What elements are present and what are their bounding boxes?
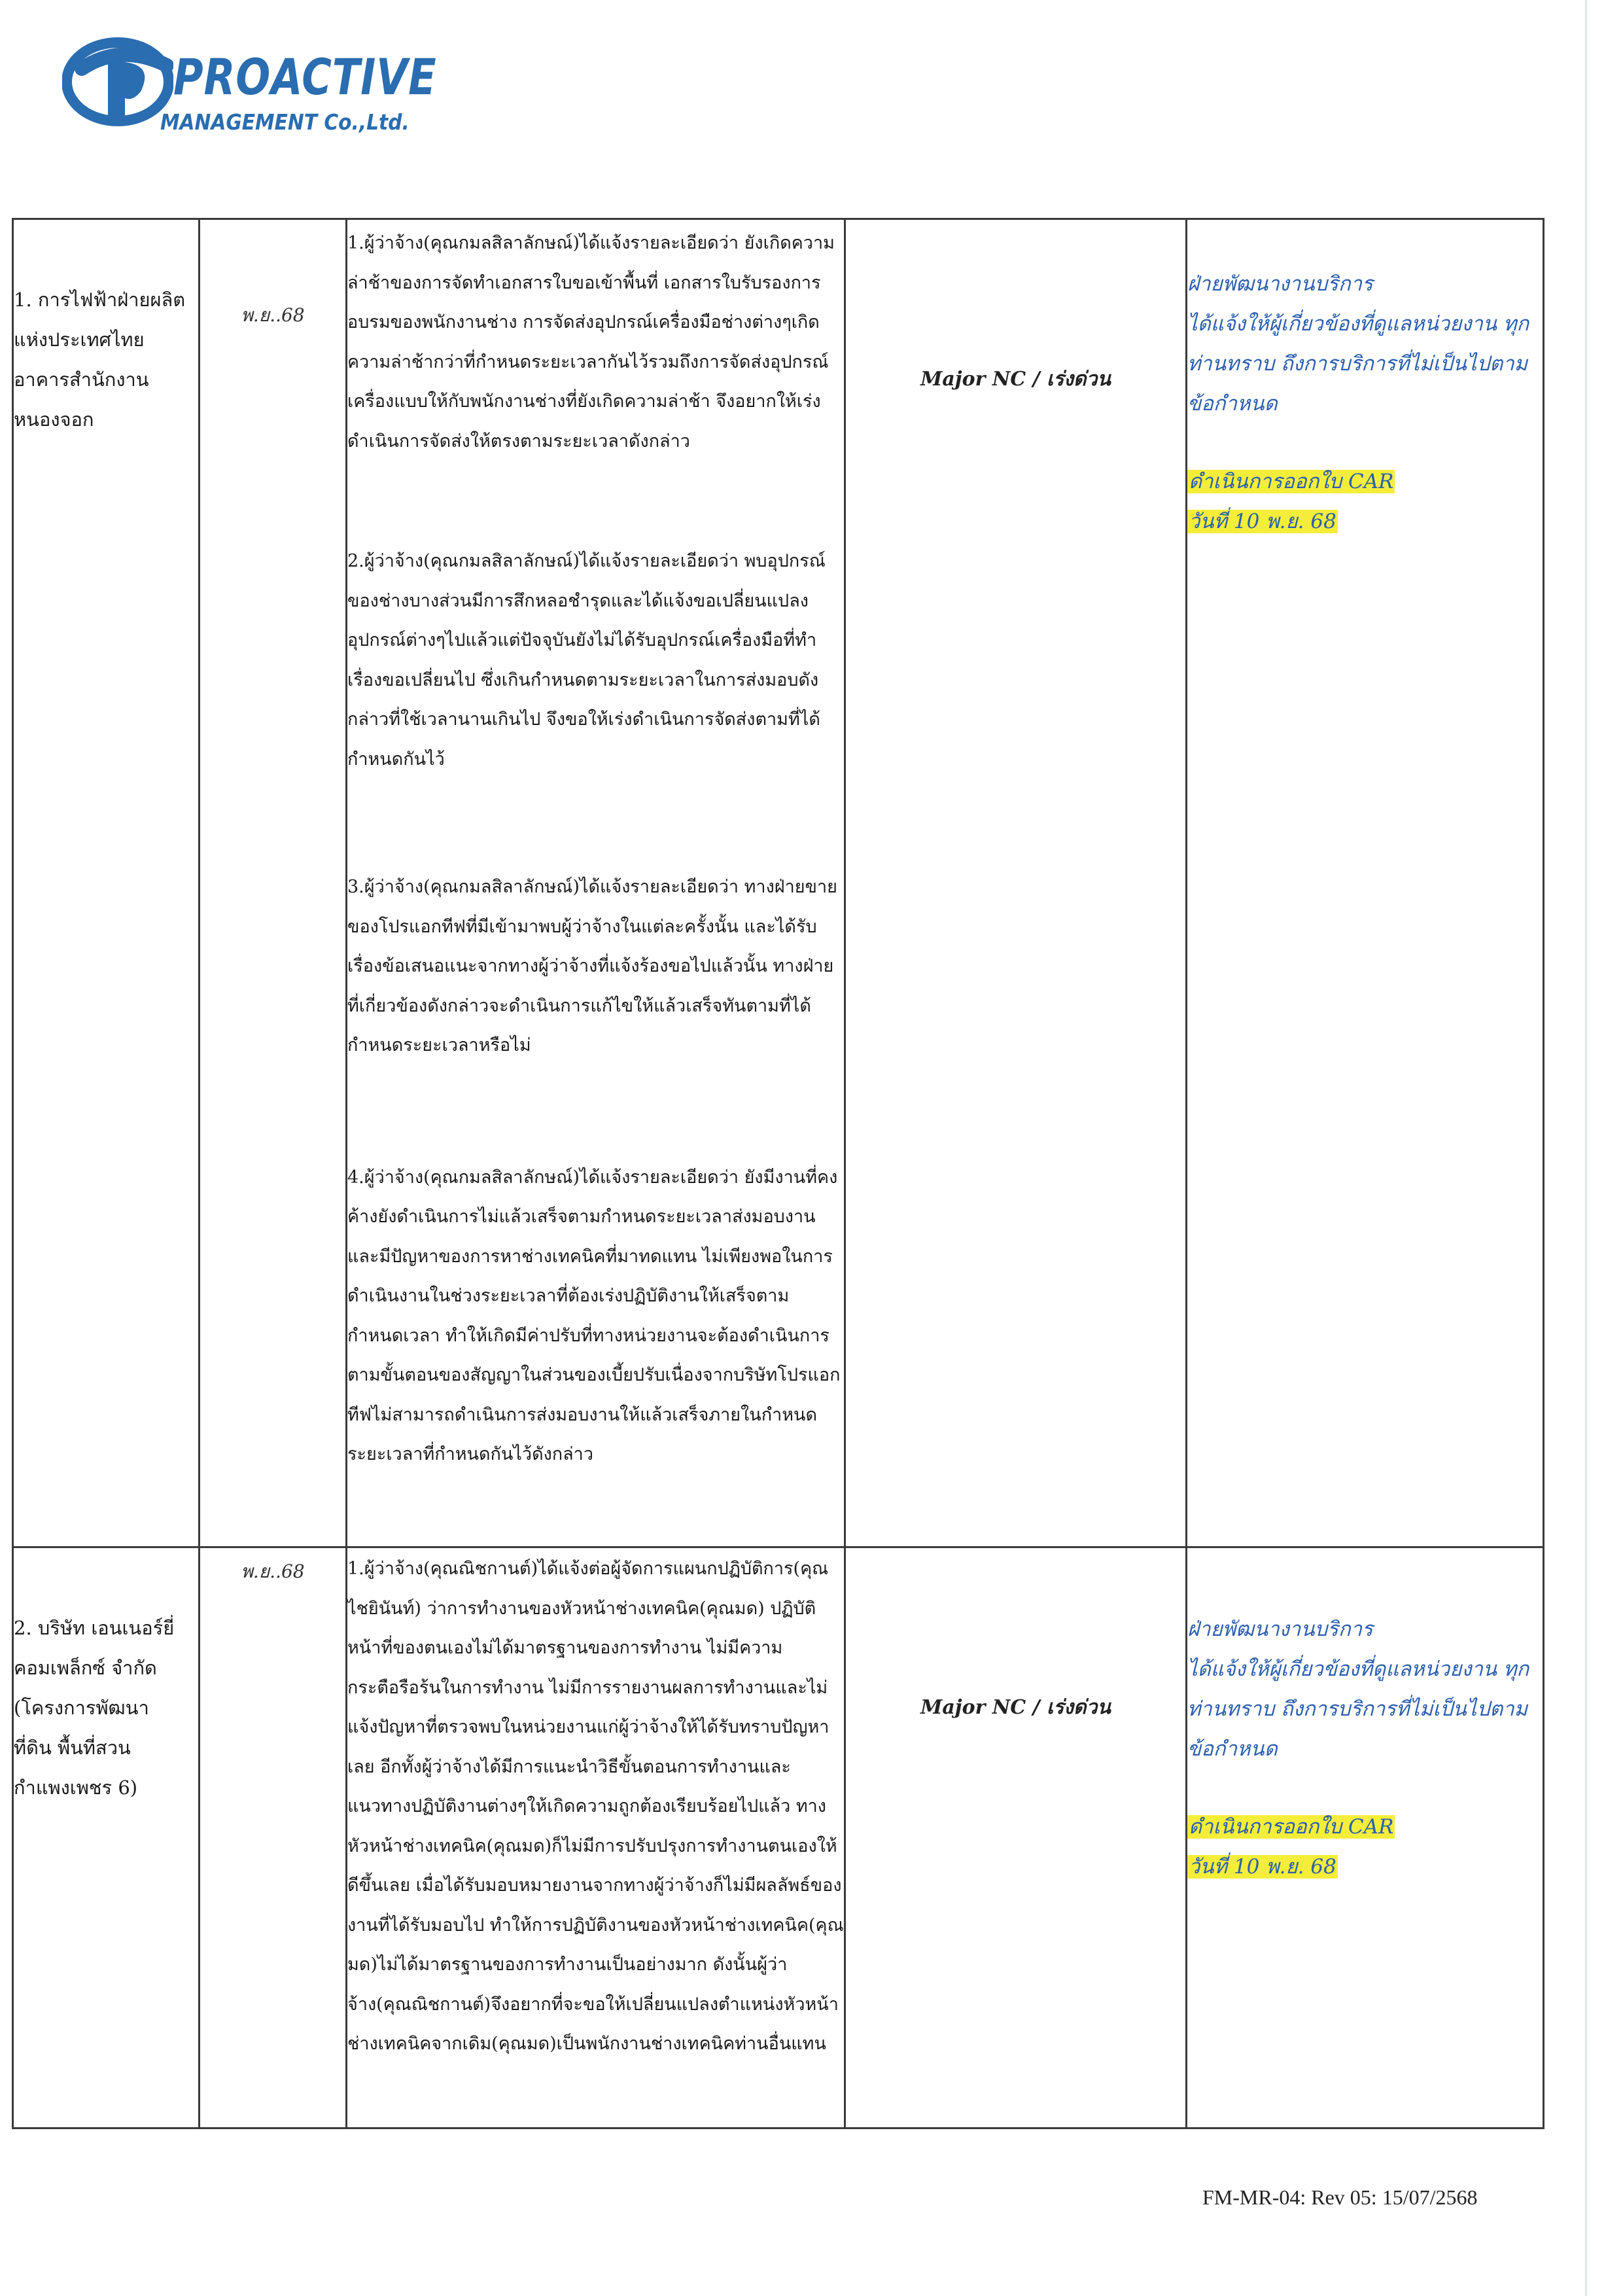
org-line: คอมเพล็กซ์ จำกัด xyxy=(14,1657,157,1679)
response-cell xyxy=(1187,1547,1544,2128)
detail-paragraph: 1.ผู้ว่าจ้าง(คุณกมลสิลาลักษณ์)ได้แจ้งรายละเอียดว่า ยังเกิดความล่าช้าของการจัดทำเอกสารใบขอเข้าพื้นที่ เอกสารใบรับรองการอบรมของพนักงานช่าง การจัดส่งอุปกรณ์เครื่องมือช่างต่างๆเกิดความล่าช้ากว่าที่กำหนดระยะเวลากันไว้รวมถึงการจัดส่งอุปกรณ์เครื่องแบบให้กับพนักงานช่างที่ยังเกิดความล่าช้า จึงอยากให้เร่งดำเนินการจัดส่งให้ตรงตามระยะเวลาดังกล่าว xyxy=(347,233,835,451)
severity-cell: Major NC / เร่งด่วน xyxy=(845,219,1187,1547)
org-line: กำแพงเพชร 6) xyxy=(14,1776,138,1799)
response-line: ได้แจ้งให้ผู้เกี่ยวข้องที่ดูแลหน่วยงาน ทุกท่านทราบ ถึงการบริการที่ไม่เป็นไปตามข้อกำหนด xyxy=(1187,312,1529,415)
car-action-block xyxy=(1187,462,1543,542)
details-cell xyxy=(347,1547,845,2128)
car-date: วันที่ 10 พ.ย. 68 xyxy=(1189,1855,1336,1879)
complaint-table xyxy=(12,218,1544,2129)
table-row xyxy=(13,1547,1544,2128)
org-line: (โครงการพัฒนา xyxy=(14,1697,149,1719)
response-line: ได้แจ้งให้ผู้เกี่ยวข้องที่ดูแลหน่วยงาน ทุกท่านทราบ ถึงการบริการที่ไม่เป็นไปตามข้อกำหนด xyxy=(1187,1657,1529,1761)
proactive-swoosh-icon xyxy=(62,29,173,134)
org-line: อาคารสำนักงาน xyxy=(14,368,149,391)
org-line: ที่ดิน พื้นที่สวน xyxy=(14,1737,131,1759)
response-line: ฝ่ายพัฒนางานบริการ xyxy=(1187,272,1373,296)
date-cell: พ.ย..68 xyxy=(200,219,347,1547)
logo-company-subtitle: MANAGEMENT Co.,Ltd. xyxy=(160,109,410,135)
form-code-footer: FM-MR-04: Rev 05: 15/07/2568 xyxy=(1202,2185,1478,2209)
company-logo xyxy=(62,29,437,135)
organization-cell xyxy=(13,219,200,1547)
response-cell xyxy=(1187,219,1544,1547)
car-action-block xyxy=(1187,1807,1543,1887)
org-line: แห่งประเทศไทย xyxy=(14,328,145,351)
org-line: 1. การไฟฟ้าฝ่ายผลิต xyxy=(14,289,186,311)
table-row xyxy=(13,219,1544,1547)
detail-paragraph: 2.ผู้ว่าจ้าง(คุณกมลสิลาลักษณ์)ได้แจ้งรายละเอียดว่า พบอุปกรณ์ของช่างบางส่วนมีการสึกหลอชำรุดและได้แจ้งขอเปลี่ยนแปลงอุปกรณ์ต่างๆไปแล้วแต่ปัจจุบันยังไม่ได้รับอุปกรณ์เครื่องมือที่ทำเรื่องขอเปลี่ยนไป ซึ่งเกินกำหนดตามระยะเวลาในการส่งมอบดังกล่าวที่ใช้เวลานานเกินไป จึงขอให้เร่งดำเนินการจัดส่งตามที่ได้กำหนดกันไว้ xyxy=(347,551,826,769)
date-cell: พ.ย..68 xyxy=(200,1547,347,2128)
severity-cell: Major NC / เร่งด่วน xyxy=(845,1547,1187,2128)
logo-company-name: PROACTIVE xyxy=(173,48,437,106)
org-line: 2. บริษัท เอนเนอร์ยี่ xyxy=(14,1617,175,1639)
page-edge-rule xyxy=(1585,0,1587,2296)
response-line: ฝ่ายพัฒนางานบริการ xyxy=(1187,1617,1373,1641)
org-line: หนองจอก xyxy=(14,408,94,431)
organization-cell xyxy=(13,1547,200,2128)
details-cell xyxy=(347,219,845,1547)
detail-paragraph: 4.ผู้ว่าจ้าง(คุณกมลสิลาลักษณ์)ได้แจ้งรายละเอียดว่า ยังมีงานที่คงค้างยังดำเนินการไม่แล้วเสร็จตามกำหนดระยะเวลาส่งมอบงานและมีปัญหาของการหาช่างเทคนิคที่มาทดแทน ไม่เพียงพอในการดำเนินงานในช่วงระยะเวลาที่ต้องเร่งปฏิบัติงานให้เสร็จตามกำหนดเวลา ทำให้เกิดมีค่าปรับที่ทางหน่วยงานจะต้องดำเนินการตามขั้นตอนของสัญญาในส่วนของเบี้ยปรับเนื่องจากบริษัทโปรแอกทีฟไม่สามารถดำเนินการส่งมอบงานให้แล้วเสร็จภายในกำหนดระยะเวลาที่กำหนดกันไว้ดังกล่าว xyxy=(347,1167,841,1464)
detail-paragraph: 1.ผู้ว่าจ้าง(คุณณิชกานต์)ได้แจ้งต่อผู้จัดการแผนกปฏิบัติการ(คุณไชยินันท์) ว่าการทำงานของหัวหน้าช่างเทคนิค(คุณมด) ปฏิบัติหน้าที่ของตนเองไม่ได้มาตรฐานของการทำงาน ไม่มีความกระตือรือร้นในการทำงาน ไม่มีการรายงานผลการทำงานและไม่แจ้งปัญหาที่ตรวจพบในหน่วยงานแก่ผู้ว่าจ้างให้ได้รับทราบปัญหาเลย อีกทั้งผู้ว่าจ้างได้มีการแนะนำวิธีขั้นตอนการทำงานและแนวทางปฏิบัติงานต่างๆให้เกิดความถูกต้องเรียบร้อยไปแล้ว ทางหัวหน้าช่างเทคนิค(คุณมด)ก็ไม่มีการปรับปรุงการทำงานตนเองให้ดีขึ้นเลย เมื่อได้รับมอบหมายงานจากทางผู้ว่าจ้างก็ไม่มีผลลัพธ์ของงานที่ได้รับมอบไป ทำให้การปฏิบัติงานของหัวหน้าช่างเทคนิค(คุณมด)ไม่ได้มาตรฐานของการทำงานเป็นอย่างมาก ดังนั้นผู้ว่าจ้าง(คุณณิชกานต์)จึงอยากที่จะขอให้เปลี่ยนแปลงตำแหน่งหัวหน้าช่างเทคนิคจากเดิม(คุณมด)เป็นพนักงานช่างเทคนิคท่านอื่นแทน xyxy=(347,1559,844,2054)
detail-paragraph: 3.ผู้ว่าจ้าง(คุณกมลสิลาลักษณ์)ได้แจ้งรายละเอียดว่า ทางฝ่ายขายของโปรแอกทีฟที่มีเข้ามาพบผู้ว่าจ้างในแต่ละครั้งนั้น และได้รับเรื่องข้อเสนอแนะจากทางผู้ว่าจ้างที่แจ้งร้องขอไปแล้วนั้น ทางฝ่ายที่เกี่ยวข้องดังกล่าวจะดำเนินการแก้ไขให้แล้วเสร็จทันตามที่ได้กำหนดระยะเวลาหรือไม่ xyxy=(347,877,837,1055)
car-action: ดำเนินการออกใบ CAR xyxy=(1189,470,1394,493)
car-date: วันที่ 10 พ.ย. 68 xyxy=(1189,510,1336,533)
car-action: ดำเนินการออกใบ CAR xyxy=(1189,1815,1394,1839)
